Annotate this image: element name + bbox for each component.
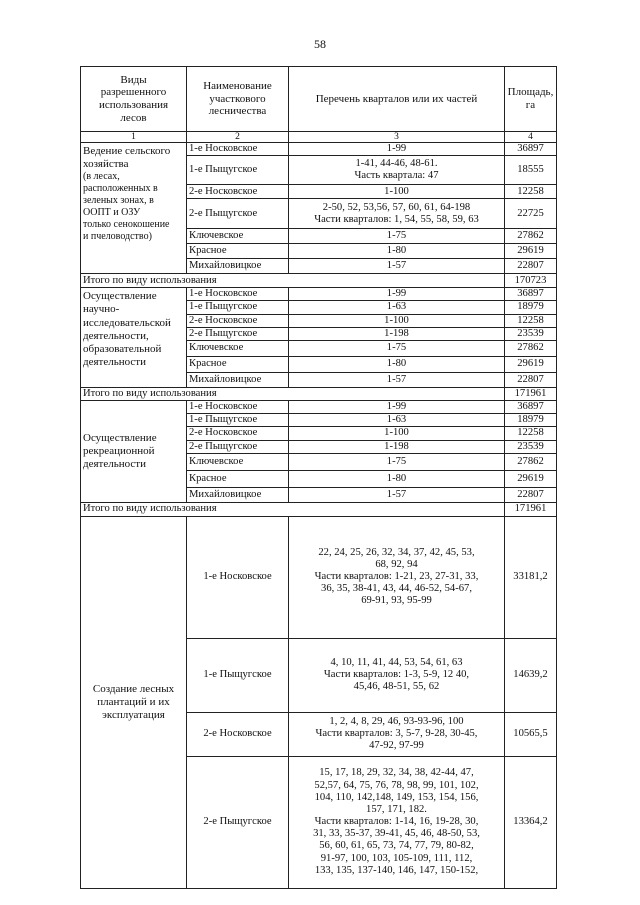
quarters-list: 1-57 bbox=[289, 372, 505, 387]
forestry-name: 1-е Пыщугское bbox=[187, 638, 289, 712]
total-label: Итого по виду использования bbox=[81, 387, 505, 400]
area-value: 18979 bbox=[505, 301, 557, 314]
header-use-type: Виды разрешенного использования лесов bbox=[81, 67, 187, 132]
forestry-name: Михайловицкое bbox=[187, 372, 289, 387]
forestry-name: 2-е Носковское bbox=[187, 712, 289, 756]
quarters-list: 1-99 bbox=[289, 288, 505, 301]
quarters-list: 1-75 bbox=[289, 229, 505, 244]
quarters-list: 22, 24, 25, 26, 32, 34, 37, 42, 45, 53, 68, 92, 94 Части кварталов: 1-21, 23, 27-31, 33, 36, 35, 38-41, 43, 44, 46-52, 54-67, 69-91, 93, 95-99 bbox=[289, 516, 505, 638]
forestry-name: 2-е Пыщугское bbox=[187, 199, 289, 229]
quarters-list: 1-63 bbox=[289, 301, 505, 314]
use-type-cell: Осуществление научно- исследовательской деятельности, образовательной деятельности bbox=[81, 288, 187, 388]
use-type-cell: Осуществление рекреационной деятельности bbox=[81, 401, 187, 503]
forestry-name: 1-е Пыщугское bbox=[187, 156, 289, 185]
forestry-name: Ключевское bbox=[187, 340, 289, 356]
use-type-cell bbox=[81, 143, 187, 274]
area-value: 23539 bbox=[505, 327, 557, 340]
quarters-list: 1-100 bbox=[289, 427, 505, 440]
column-number: 3 bbox=[289, 132, 505, 143]
quarters-list: 1-63 bbox=[289, 414, 505, 427]
forestry-name: Ключевское bbox=[187, 453, 289, 470]
forestry-name: 1-е Носковское bbox=[187, 401, 289, 414]
quarters-list: 1-41, 44-46, 48-61. Часть квартала: 47 bbox=[289, 156, 505, 185]
total-value: 170723 bbox=[505, 274, 557, 288]
forestry-name: 2-е Пыщугское bbox=[187, 327, 289, 340]
quarters-list: 1-99 bbox=[289, 143, 505, 156]
column-number: 4 bbox=[505, 132, 557, 143]
forestry-name: 2-е Пыщугское bbox=[187, 440, 289, 453]
quarters-list: 1-80 bbox=[289, 356, 505, 372]
forest-use-table bbox=[80, 66, 557, 889]
table-row bbox=[81, 143, 557, 156]
area-value: 18555 bbox=[505, 156, 557, 185]
area-value: 12258 bbox=[505, 427, 557, 440]
area-value: 22807 bbox=[505, 259, 557, 274]
quarters-list: 1-100 bbox=[289, 185, 505, 199]
area-value: 33181,2 bbox=[505, 516, 557, 638]
forestry-name: 1-е Пыщугское bbox=[187, 414, 289, 427]
forestry-name: Красное bbox=[187, 244, 289, 259]
quarters-list: 15, 17, 18, 29, 32, 34, 38, 42-44, 47, 52,57, 64, 75, 76, 78, 98, 99, 101, 102, 104, 110, 142,148, 149, 153, 154, 156, 157, 171, 182. Части кварталов: 1-14, 16, 19-28, 30, 31, 33, 35-37, 39-41, 45, 46, 48-50, 53, 56, 60, 61, 65, 73, 74, 77, 79, 80-82, 91-97, 100, 103, 105-109, 111, 112, 133, 135, 137-140, 146, 147, 150-152, bbox=[289, 756, 505, 888]
header-area: Площадь, га bbox=[505, 67, 557, 132]
total-value: 171961 bbox=[505, 387, 557, 400]
quarters-list: 2-50, 52, 53,56, 57, 60, 61, 64-198 Части кварталов: 1, 54, 55, 58, 59, 63 bbox=[289, 199, 505, 229]
forestry-name: 2-е Пыщугское bbox=[187, 756, 289, 888]
forestry-name: 1-е Носковское bbox=[187, 288, 289, 301]
quarters-list: 1, 2, 4, 8, 29, 46, 93-93-96, 100 Части кварталов: 3, 5-7, 9-28, 30-45, 47-92, 97-99 bbox=[289, 712, 505, 756]
quarters-list: 1-198 bbox=[289, 440, 505, 453]
header-forestry: Наименование участкового лесничества bbox=[187, 67, 289, 132]
area-value: 18979 bbox=[505, 414, 557, 427]
area-value: 36897 bbox=[505, 288, 557, 301]
area-value: 27862 bbox=[505, 340, 557, 356]
page-number: 58 bbox=[314, 37, 326, 51]
forestry-name: 1-е Носковское bbox=[187, 143, 289, 156]
forestry-name: Красное bbox=[187, 470, 289, 487]
area-value: 29619 bbox=[505, 470, 557, 487]
quarters-list: 1-57 bbox=[289, 259, 505, 274]
area-value: 29619 bbox=[505, 244, 557, 259]
forestry-name: 1-е Пыщугское bbox=[187, 301, 289, 314]
header-row bbox=[81, 67, 557, 132]
forestry-name: Ключевское bbox=[187, 229, 289, 244]
total-label: Итого по виду использования bbox=[81, 274, 505, 288]
column-number: 2 bbox=[187, 132, 289, 143]
quarters-list: 1-198 bbox=[289, 327, 505, 340]
area-value: 12258 bbox=[505, 185, 557, 199]
quarters-list: 1-75 bbox=[289, 453, 505, 470]
use-type-title: Ведение сельского хозяйства bbox=[83, 145, 171, 171]
quarters-list: 1-80 bbox=[289, 244, 505, 259]
header-quarters: Перечень кварталов или их частей bbox=[289, 67, 505, 132]
use-type-note: (в лесах, расположенных в зеленых зонах, в ООПТ и ОЗУ только сенокошение и пчеловодство) bbox=[83, 171, 170, 243]
area-value: 22807 bbox=[505, 487, 557, 502]
table-row bbox=[81, 401, 557, 414]
area-value: 27862 bbox=[505, 229, 557, 244]
area-value: 22807 bbox=[505, 372, 557, 387]
area-value: 12258 bbox=[505, 314, 557, 327]
use-type-cell: Создание лесных плантаций и их эксплуатация bbox=[81, 516, 187, 888]
forestry-name: Михайловицкое bbox=[187, 487, 289, 502]
area-value: 10565,5 bbox=[505, 712, 557, 756]
column-number: 1 bbox=[81, 132, 187, 143]
table-row bbox=[81, 288, 557, 301]
forestry-name: Красное bbox=[187, 356, 289, 372]
total-label: Итого по виду использования bbox=[81, 502, 505, 516]
table-row bbox=[81, 516, 557, 638]
forestry-name: 2-е Носковское bbox=[187, 314, 289, 327]
area-value: 14639,2 bbox=[505, 638, 557, 712]
quarters-list: 1-99 bbox=[289, 401, 505, 414]
total-value: 171961 bbox=[505, 502, 557, 516]
total-row bbox=[81, 274, 557, 288]
area-value: 36897 bbox=[505, 401, 557, 414]
area-value: 27862 bbox=[505, 453, 557, 470]
column-number-row bbox=[81, 132, 557, 143]
quarters-list: 4, 10, 11, 41, 44, 53, 54, 61, 63 Части кварталов: 1-3, 5-9, 12 40, 45,46, 48-51, 55, 62 bbox=[289, 638, 505, 712]
quarters-list: 1-80 bbox=[289, 470, 505, 487]
forestry-name: 2-е Носковское bbox=[187, 427, 289, 440]
forestry-name: 2-е Носковское bbox=[187, 185, 289, 199]
area-value: 36897 bbox=[505, 143, 557, 156]
area-value: 13364,2 bbox=[505, 756, 557, 888]
forestry-name: 1-е Носковское bbox=[187, 516, 289, 638]
total-row bbox=[81, 387, 557, 400]
quarters-list: 1-100 bbox=[289, 314, 505, 327]
area-value: 29619 bbox=[505, 356, 557, 372]
area-value: 22725 bbox=[505, 199, 557, 229]
area-value: 23539 bbox=[505, 440, 557, 453]
total-row bbox=[81, 502, 557, 516]
quarters-list: 1-75 bbox=[289, 340, 505, 356]
forestry-name: Михайловицкое bbox=[187, 259, 289, 274]
quarters-list: 1-57 bbox=[289, 487, 505, 502]
